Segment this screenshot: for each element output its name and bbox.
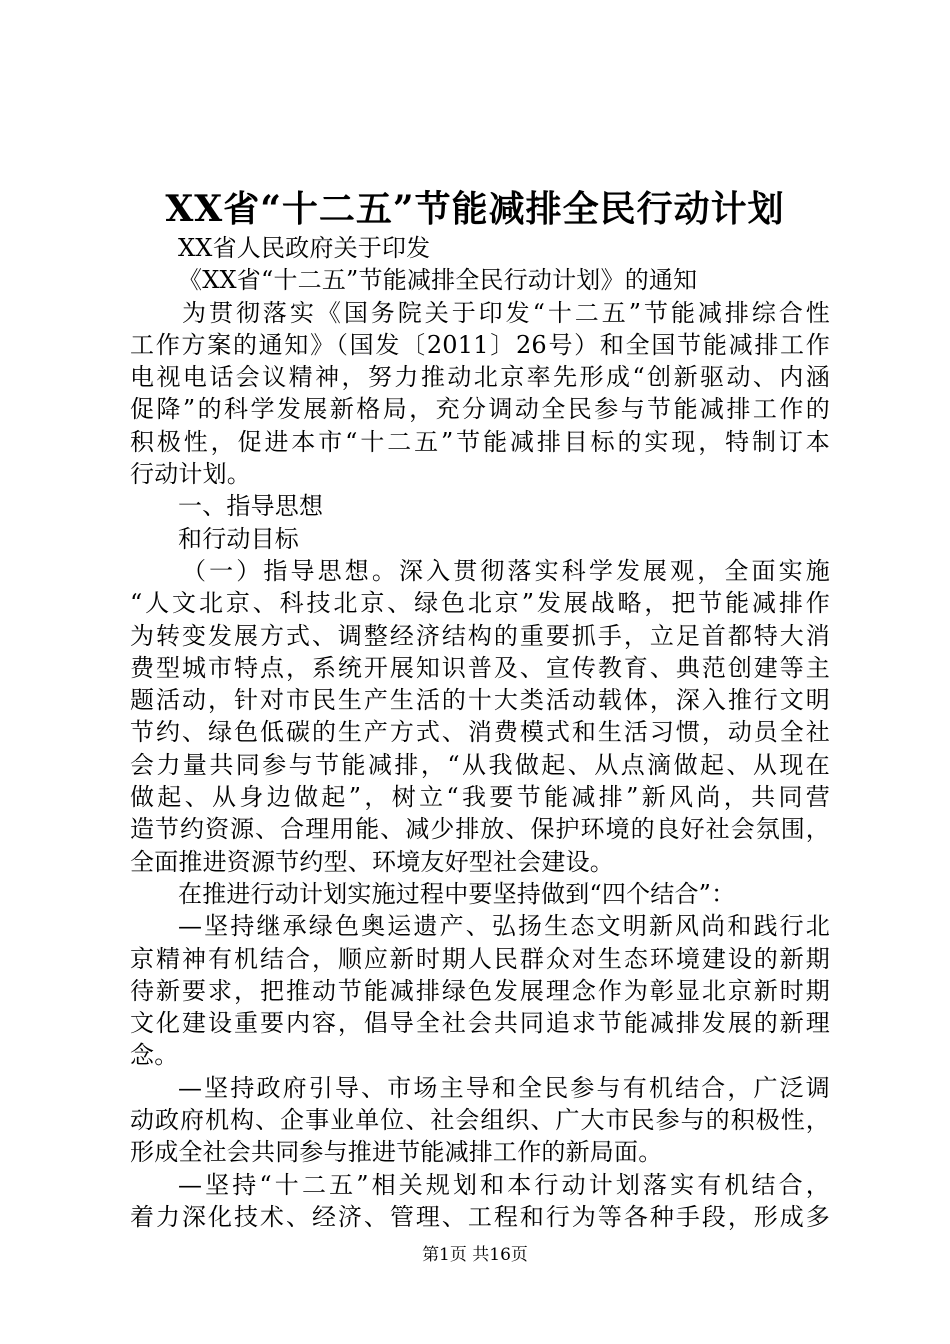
paragraph-line: 行动计划。 — [130, 460, 251, 489]
paragraph-line: 文化建设重要内容，倡导全社会共同追求节能减排发展的新理 — [130, 1009, 830, 1038]
paragraph-line: （一）指导思想。深入贯彻落实科学发展观，全面实施 — [182, 556, 830, 585]
paragraph-line: 会力量共同参与节能减排，“从我做起、从点滴做起、从现在 — [130, 750, 830, 779]
paragraph-line: 费型城市特点，系统开展知识普及、宣传教育、典范创建等主 — [130, 653, 830, 682]
section-heading: 和行动目标 — [178, 524, 299, 553]
section-heading: 一、指导思想 — [178, 492, 324, 521]
paragraph-line: 积极性，促进本市“十二五”节能减排目标的实现，特制订本 — [130, 427, 830, 456]
paragraph-line: 电视电话会议精神，努力推动北京率先形成“创新驱动、内涵 — [130, 363, 830, 392]
paragraph-line: —坚持“十二五”相关规划和本行动计划落实有机结合， — [178, 1170, 830, 1199]
paragraph-line: XX省人民政府关于印发 — [178, 234, 431, 262]
paragraph-line: 为转变发展方式、调整经济结构的重要抓手，立足首都特大消 — [130, 621, 830, 650]
paragraph-line: 形成全社会共同参与推进节能减排工作的新局面。 — [130, 1138, 663, 1167]
paragraph-line: 做起、从身边做起”，树立“我要节能减排”新风尚，共同营 — [130, 783, 830, 812]
paragraph-line: 促降”的科学发展新格局，充分调动全民参与节能减排工作的 — [130, 395, 830, 424]
paragraph-line: 造节约资源、合理用能、减少排放、保护环境的良好社会氛围， — [130, 815, 830, 844]
paragraph-line: 题活动，针对市民生产生活的十大类活动载体，深入推行文明 — [130, 686, 830, 715]
paragraph-line: —坚持政府引导、市场主导和全民参与有机结合，广泛调 — [178, 1073, 830, 1102]
document-body — [130, 232, 830, 1233]
paragraph-line: 在推进行动计划实施过程中要坚持做到“四个结合”： — [178, 879, 736, 908]
paragraph-line: “人文北京、科技北京、绿色北京”发展战略，把节能减排作 — [130, 589, 830, 618]
paragraph-line: 全面推进资源节约型、环境友好型社会建设。 — [130, 847, 614, 876]
page-footer: 第1页 共16页 — [422, 1245, 528, 1265]
paragraph-line: 为贯彻落实《国务院关于印发“十二五”节能减排综合性 — [182, 298, 830, 327]
paragraph-line: 着力深化技术、经济、管理、工程和行为等各种手段，形成多 — [130, 1202, 830, 1231]
paragraph-line: 工作方案的通知》（国发〔2011〕26号）和全国节能减排工作 — [130, 330, 830, 359]
paragraph-line: —坚持继承绿色奥运遗产、弘扬生态文明新风尚和践行北 — [178, 912, 830, 941]
paragraph-line: 念。 — [130, 1041, 179, 1070]
paragraph-line: 《XX省“十二五”节能减排全民行动计划》的通知 — [178, 266, 698, 295]
paragraph-line: 动政府机构、企事业单位、社会组织、广大市民参与的积极性， — [130, 1106, 830, 1135]
document-title: XX省“十二五”节能减排全民行动计划 — [165, 188, 785, 230]
paragraph-line: 京精神有机结合，顺应新时期人民群众对生态环境建设的新期 — [130, 944, 830, 973]
paragraph-line: 节约、绿色低碳的生产方式、消费模式和生活习惯，动员全社 — [130, 718, 830, 747]
paragraph-line: 待新要求，把推动节能减排绿色发展理念作为彰显北京新时期 — [130, 976, 830, 1005]
